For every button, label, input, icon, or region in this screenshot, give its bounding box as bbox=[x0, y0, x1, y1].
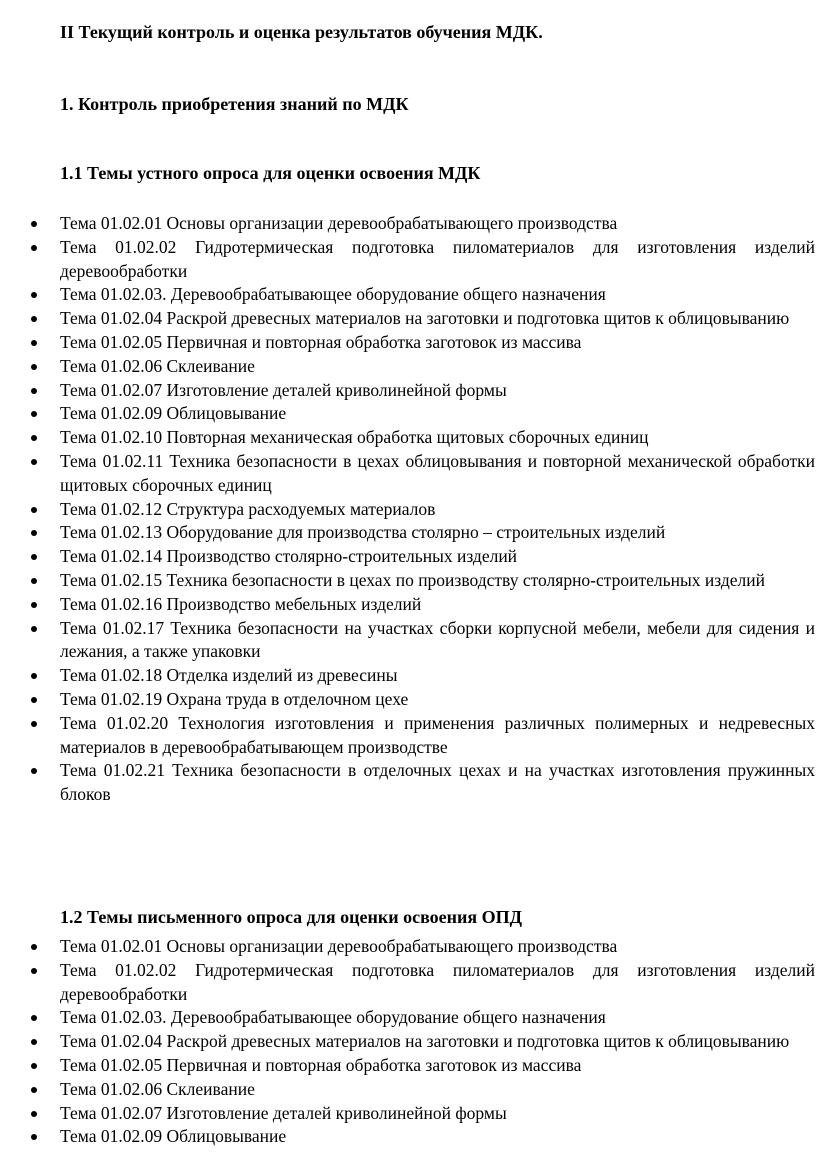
list-item: Тема 01.02.16 Производство мебельных изделий bbox=[0, 593, 816, 617]
list-item: Тема 01.02.09 Облицовывание bbox=[0, 402, 816, 426]
list-item: Тема 01.02.10 Повторная механическая обработка щитовых сборочных единиц bbox=[0, 426, 816, 450]
list-item: Тема 01.02.09 Облицовывание bbox=[0, 1125, 816, 1149]
list-item: Тема 01.02.15 Техника безопасности в цехах по производству столярно-строительных изделий bbox=[0, 569, 816, 593]
list-item: Тема 01.02.06 Склеивание bbox=[0, 355, 816, 379]
list-item: Тема 01.02.06 Склеивание bbox=[0, 1078, 816, 1102]
list-item: Тема 01.02.07 Изготовление деталей криволинейной формы bbox=[0, 1102, 816, 1126]
list-item: Тема 01.02.03. Деревообрабатывающее оборудование общего назначения bbox=[0, 283, 816, 307]
list-item: Тема 01.02.01 Основы организации деревообрабатывающего производства bbox=[0, 212, 816, 236]
section-1-1-heading: 1.1 Темы устного опроса для оценки освоения МДК bbox=[60, 163, 481, 183]
list-item: Тема 01.02.04 Раскрой древесных материалов на заготовки и подготовка щитов к облицовыванию bbox=[0, 1030, 816, 1054]
list-item: Тема 01.02.05 Первичная и повторная обработка заготовок из массива bbox=[0, 1054, 816, 1078]
list-item: Тема 01.02.05 Первичная и повторная обработка заготовок из массива bbox=[0, 331, 816, 355]
list-item: Тема 01.02.01 Основы организации деревообрабатывающего производства bbox=[0, 935, 816, 959]
oral-topics-list bbox=[0, 212, 816, 807]
list-item: Тема 01.02.19 Охрана труда в отделочном цехе bbox=[0, 688, 816, 712]
page-title: II Текущий контроль и оценка результатов обучения МДК. bbox=[60, 22, 543, 42]
list-item: Тема 01.02.03. Деревообрабатывающее оборудование общего назначения bbox=[0, 1006, 816, 1030]
section-1-2-heading: 1.2 Темы письменного опроса для оценки освоения ОПД bbox=[60, 907, 523, 927]
list-item: Тема 01.02.11 Техника безопасности в цехах облицовывания и повторной механической обработки щитовых сборочных единиц bbox=[0, 450, 816, 498]
list-item: Тема 01.02.20 Технология изготовления и применения различных полимерных и недревесных материалов в деревообрабатывающем производстве bbox=[0, 712, 816, 760]
list-item: Тема 01.02.02 Гидротермическая подготовка пиломатериалов для изготовления изделий деревообработки bbox=[0, 959, 816, 1007]
written-topics-list bbox=[0, 935, 816, 1149]
list-item: Тема 01.02.04 Раскрой древесных материалов на заготовки и подготовка щитов к облицовыванию bbox=[0, 307, 816, 331]
list-item: Тема 01.02.18 Отделка изделий из древесины bbox=[0, 664, 816, 688]
list-item: Тема 01.02.14 Производство столярно-строительных изделий bbox=[0, 545, 816, 569]
list-item: Тема 01.02.13 Оборудование для производства столярно – строительных изделий bbox=[0, 521, 816, 545]
section-1-heading: 1. Контроль приобретения знаний по МДК bbox=[60, 94, 409, 114]
list-item: Тема 01.02.21 Техника безопасности в отделочных цехах и на участках изготовления пружинных блоков bbox=[0, 759, 816, 807]
list-item: Тема 01.02.07 Изготовление деталей криволинейной формы bbox=[0, 379, 816, 403]
list-item: Тема 01.02.17 Техника безопасности на участках сборки корпусной мебели, мебели для сидения и лежания, а также упаковки bbox=[0, 617, 816, 665]
list-item: Тема 01.02.02 Гидротермическая подготовка пиломатериалов для изготовления изделий деревообработки bbox=[0, 236, 816, 284]
list-item: Тема 01.02.12 Структура расходуемых материалов bbox=[0, 498, 816, 522]
